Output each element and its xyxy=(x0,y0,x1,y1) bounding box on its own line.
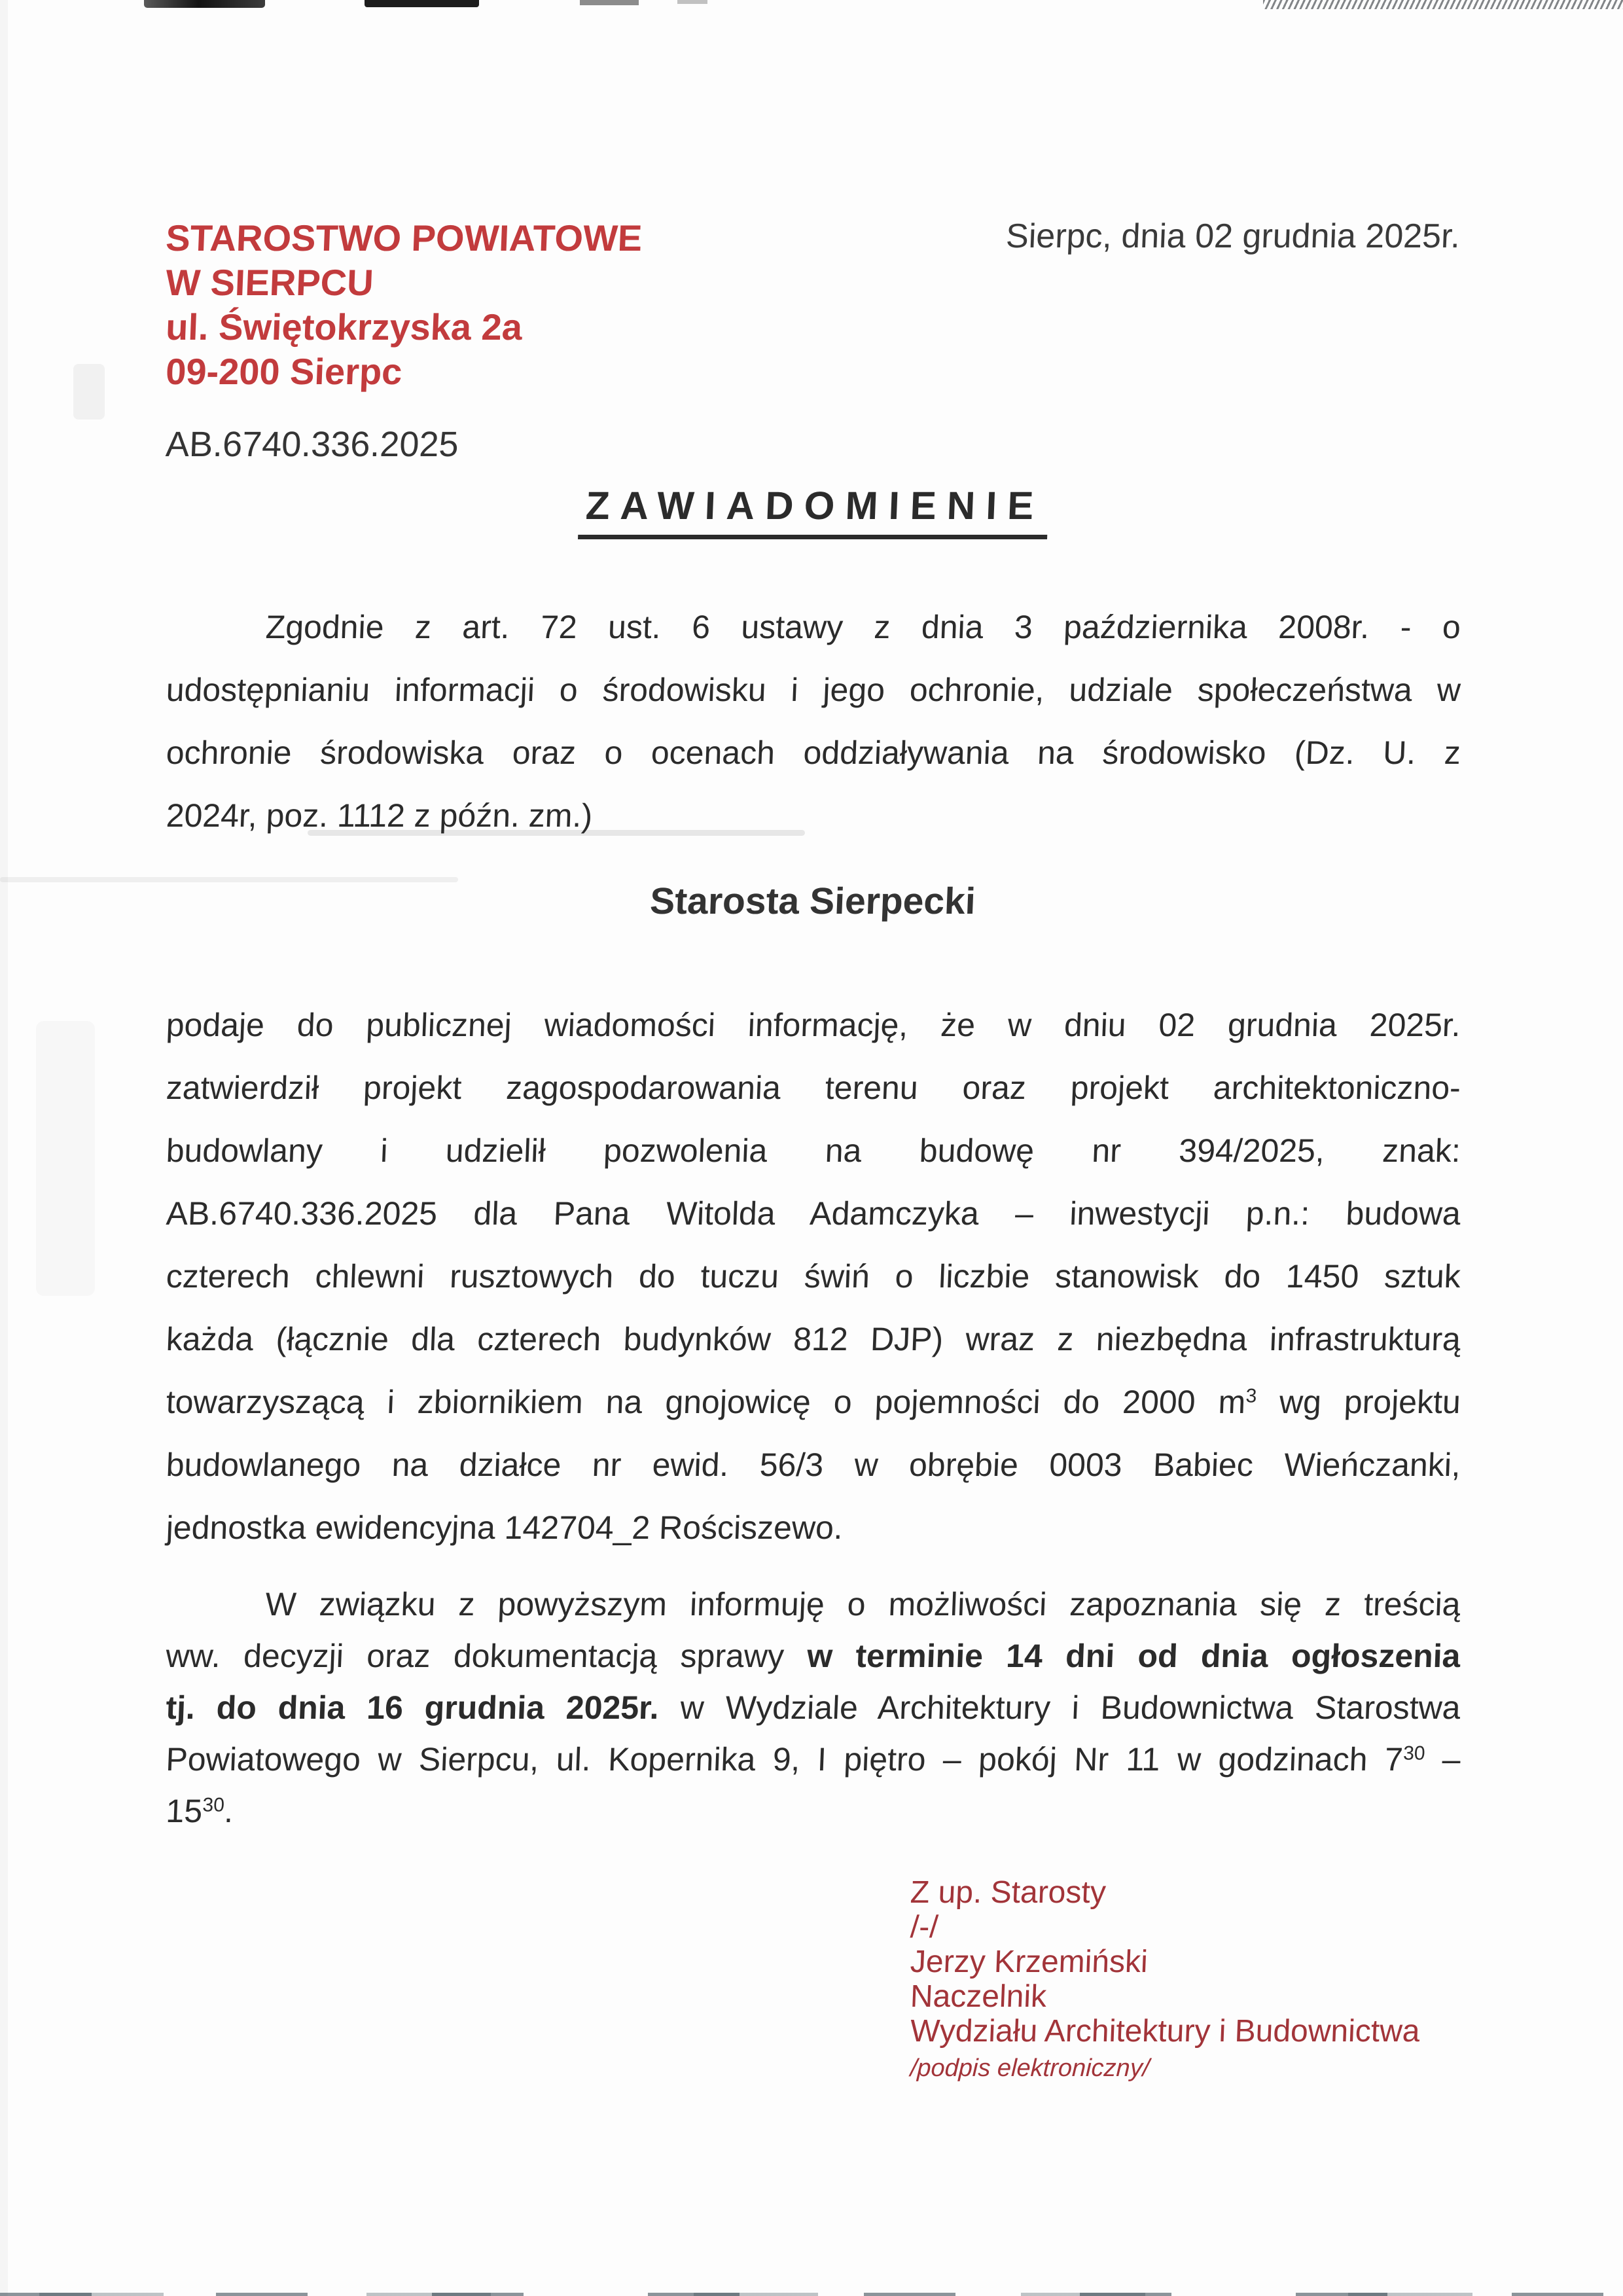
paragraph-line: jednostka ewidencyjna 142704_2 Rościszewo. xyxy=(165,1509,844,1546)
paragraph-line: ochronie środowiska oraz o ocenach oddziaływania na środowisko (Dz. U. z xyxy=(165,734,1461,771)
paragraph-line: budowlany i udzielił pozwolenia na budowę nr 394/2025, znak: xyxy=(165,1132,1461,1169)
information-paragraph xyxy=(165,1579,1459,1837)
paragraph-line xyxy=(165,1682,1461,1734)
line-text: – xyxy=(1424,1741,1461,1778)
signature-slash-mark: /-/ xyxy=(910,1910,939,1945)
sender-address-block xyxy=(165,216,641,394)
paragraph-line xyxy=(165,1371,1462,1433)
paragraph-line: udostępnianiu informacji o środowisku i jego ochronie, udziale społeczeństwa w xyxy=(165,672,1461,708)
paragraph-line: budowlanego na działce nr ewid. 56/3 w obrębie 0003 Babiec Wieńczanki, xyxy=(165,1446,1461,1483)
heading-wrap xyxy=(165,880,1459,923)
legal-basis-paragraph xyxy=(165,596,1459,847)
paragraph-line: AB.6740.336.2025 dla Pana Witolda Adamczyka – inwestycji p.n.: budowa xyxy=(165,1195,1461,1232)
scan-artifact-smudge xyxy=(36,1021,95,1296)
line-text: ww. decyzji oraz dokumentacją sprawy xyxy=(165,1638,808,1674)
paragraph-line: czterech chlewni rusztowych do tuczu świń o liczbie stanowisk do 1450 sztuk xyxy=(165,1258,1461,1295)
reference-number: AB.6740.336.2025 xyxy=(165,425,459,464)
paragraph-line: podaje do publicznej wiadomości informację, że w dniu 02 grudnia 2025r. xyxy=(165,1007,1461,1043)
superscript-minutes: 30 xyxy=(1402,1742,1426,1765)
paragraph-line xyxy=(165,1734,1461,1785)
office-street-line: ul. Świętokrzyska 2a xyxy=(165,306,524,348)
paragraph-line: W związku z powyższym informuję o możliwości zapoznania się z treścią xyxy=(264,1586,1461,1623)
signature-name: Jerzy Krzemiński xyxy=(910,1945,1149,1979)
signature-block xyxy=(910,1875,1459,2084)
deadline-bold-text: w terminie 14 dni od dnia ogłoszenia xyxy=(806,1638,1461,1674)
office-name-line2: W SIERPCU xyxy=(165,262,374,303)
document-date: Sierpc, dnia 02 grudnia 2025r. xyxy=(1005,217,1461,255)
title-wrap xyxy=(165,483,1459,539)
letterhead-row xyxy=(165,216,1459,394)
line-text: towarzyszącą i zbiornikiem na gnojowicę o pojemności do 2000 m xyxy=(165,1384,1247,1420)
superscript-minutes: 30 xyxy=(202,1794,225,1816)
electronic-signature-note: /podpis elektroniczny/ xyxy=(910,2054,1150,2082)
line-text: Powiatowego w Sierpcu, ul. Kopernika 9, I piętro – pokój Nr 11 w godzinach 7 xyxy=(165,1741,1404,1778)
line-text: 15 xyxy=(165,1793,204,1829)
decision-paragraph xyxy=(165,994,1459,1559)
signature-on-behalf: Z up. Starosty xyxy=(910,1875,1107,1910)
paragraph-line: Zgodnie z art. 72 ust. 6 ustawy z dnia 3 października 2008r. - o xyxy=(264,609,1461,645)
authority-heading: Starosta Sierpecki xyxy=(649,880,977,922)
line-text: w Wydziale Architektury i Budownictwa Starostwa xyxy=(658,1689,1461,1726)
document-content xyxy=(165,0,1459,2084)
paragraph-line: 2024r, poz. 1112 z późn. zm.) xyxy=(165,797,594,834)
paragraph-line xyxy=(165,1785,1461,1837)
signature-department: Wydziału Architektury i Budownictwa xyxy=(910,2014,1421,2049)
scan-artifact-bottom-edge xyxy=(0,2293,1623,2296)
scan-artifact-left-edge xyxy=(0,0,8,2296)
line-text: wg projektu xyxy=(1255,1384,1461,1420)
deadline-bold-text: tj. do dnia 16 grudnia 2025r. xyxy=(165,1689,660,1726)
paragraph-line: zatwierdził projekt zagospodarowania terenu oraz projekt architektoniczno- xyxy=(165,1069,1461,1106)
signature-position: Naczelnik xyxy=(910,1979,1048,2014)
office-name-line1: STAROSTWO POWIATOWE xyxy=(165,217,643,259)
paragraph-line: każda (łącznie dla czterech budynków 812 DJP) wraz z niezbędna infrastrukturą xyxy=(165,1321,1461,1357)
line-text: . xyxy=(223,1793,234,1829)
paragraph-line xyxy=(165,1630,1461,1682)
superscript-cubic: 3 xyxy=(1245,1385,1257,1407)
document-title: ZAWIADOMIENIE xyxy=(578,483,1049,539)
scan-artifact-smudge xyxy=(73,364,105,420)
office-city-line: 09-200 Sierpc xyxy=(165,351,403,392)
